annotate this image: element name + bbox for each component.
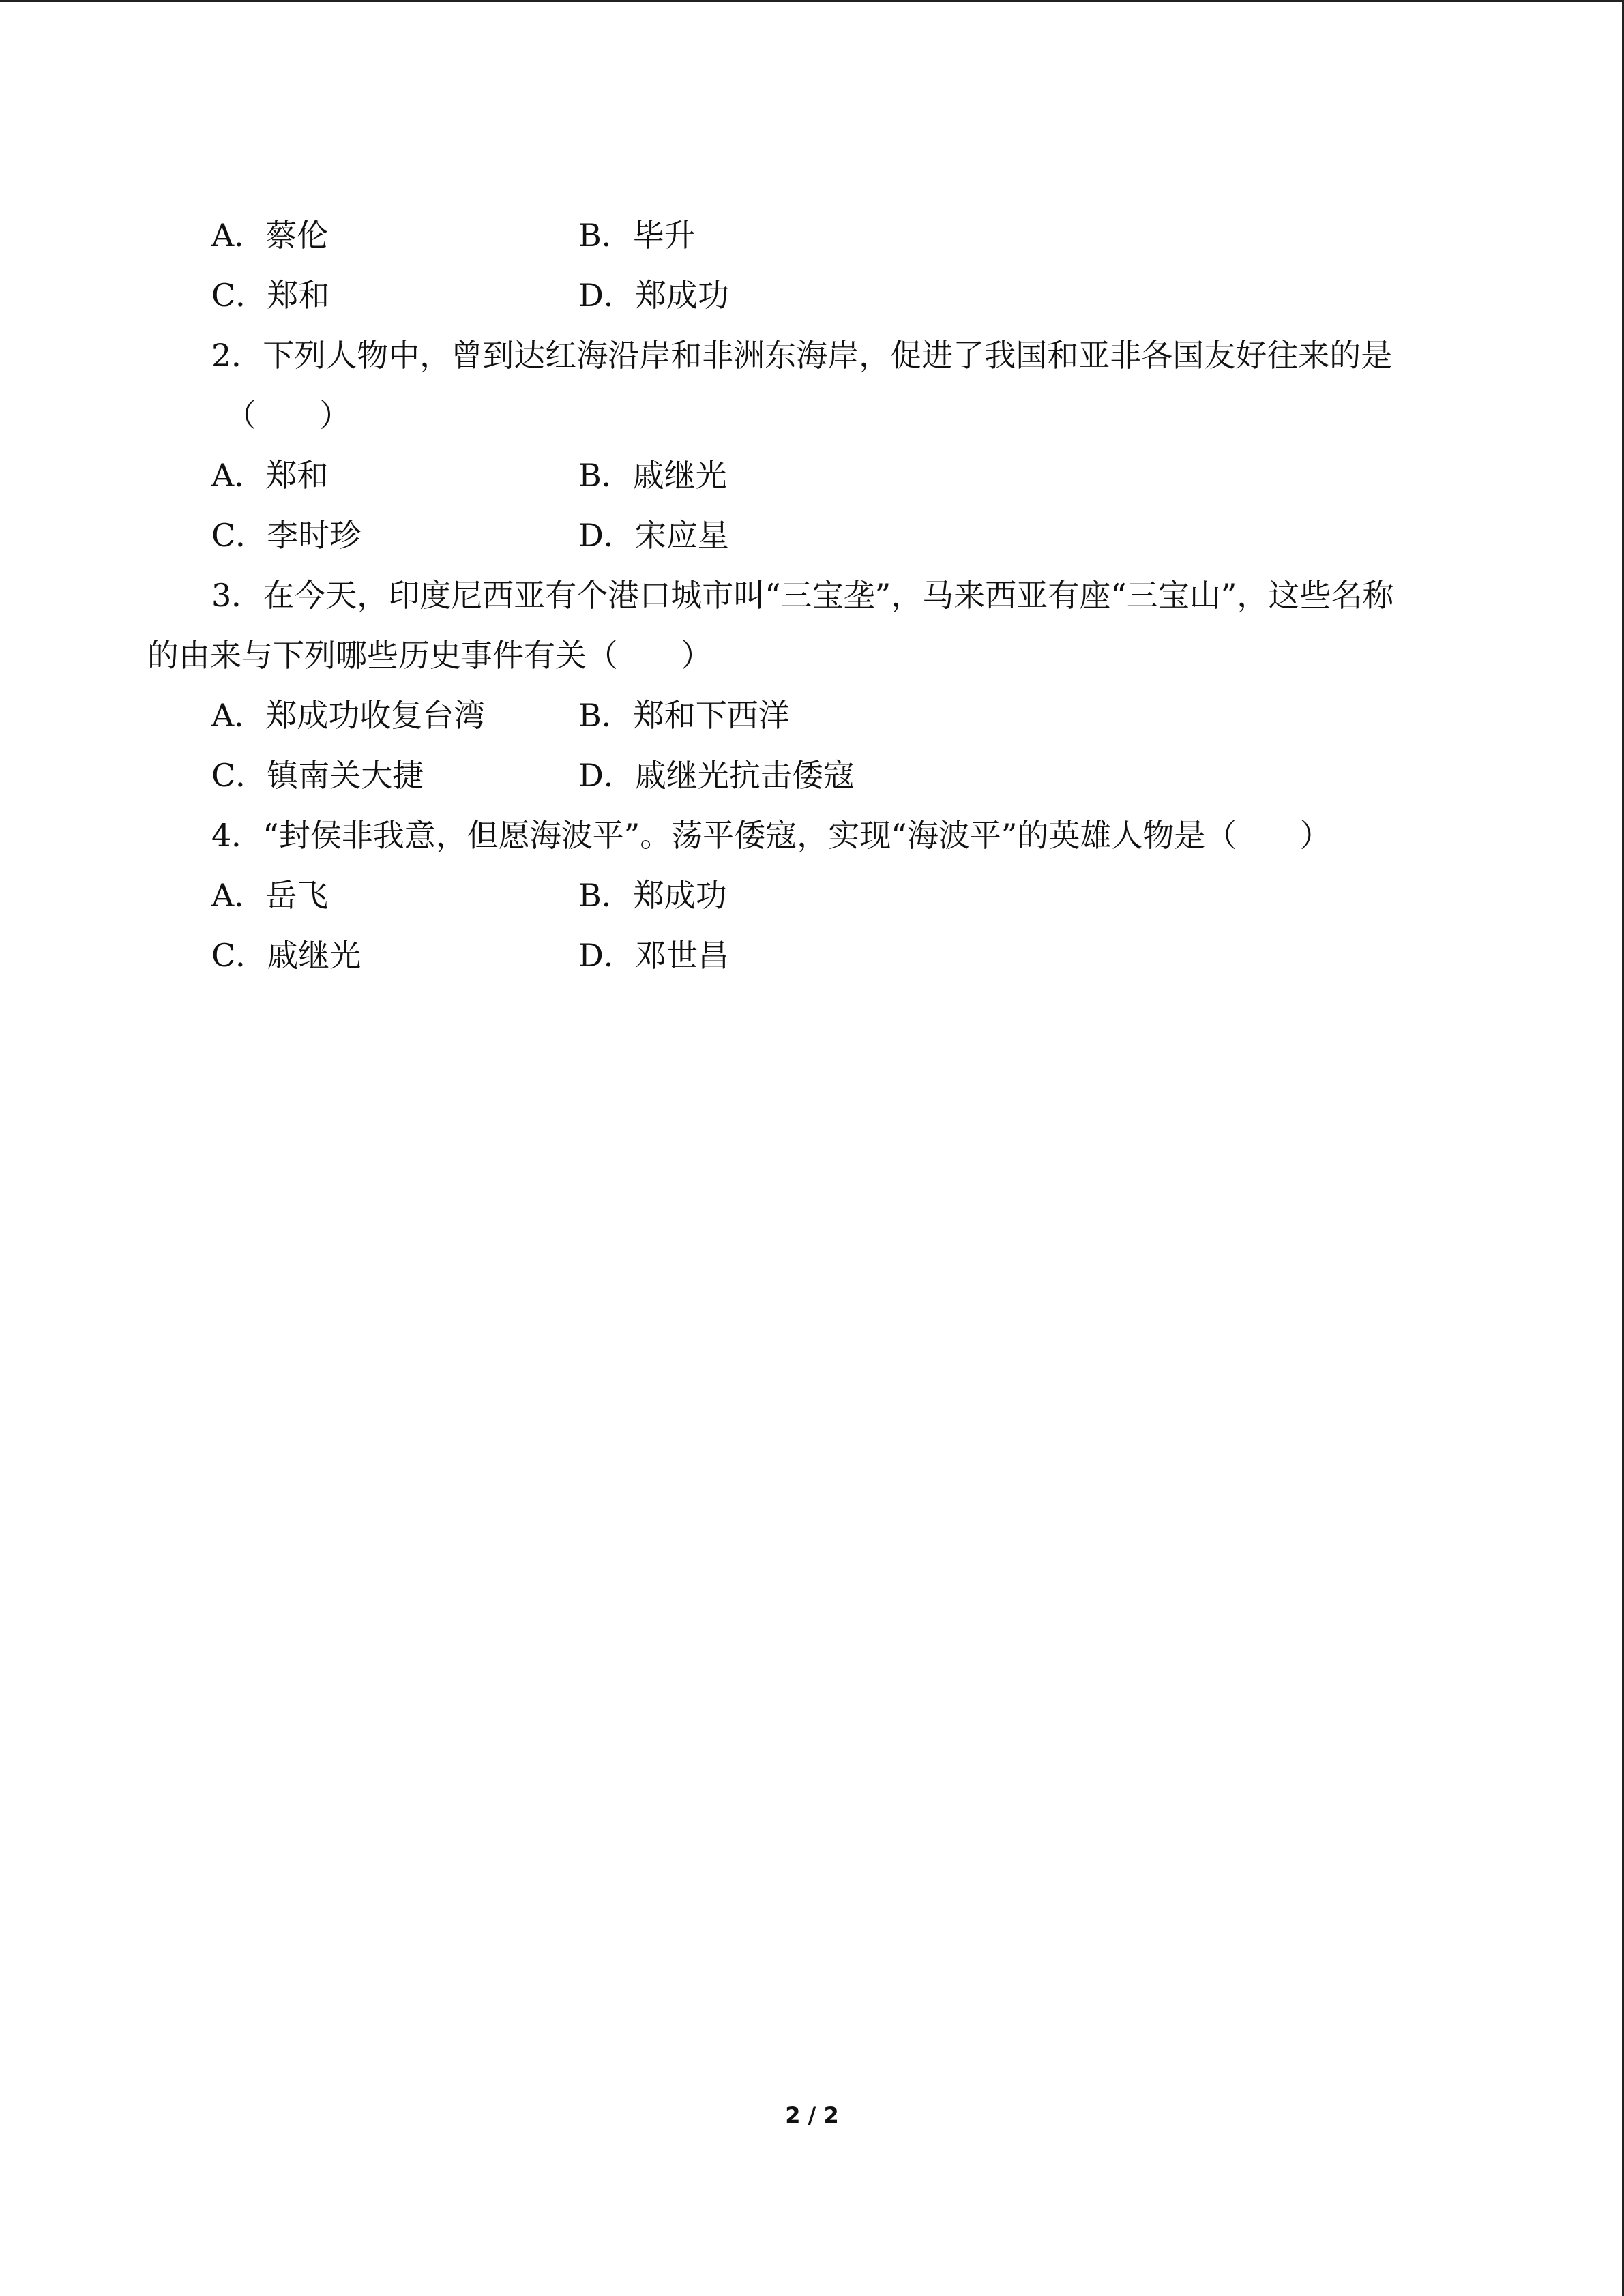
q1-option-a: A．蔡伦 [211,217,329,254]
q2-stem-line2: （ ） [225,397,351,434]
q4-option-d: D．邓世昌 [578,937,729,974]
q4-stem-line1: 4．“封侯非我意，但愿海波平”。荡平倭寇，实现“海波平”的英雄人物是（ ） [211,817,1331,854]
q4-option-a: A．岳飞 [211,877,329,914]
q1-option-c: C．郑和 [211,277,330,314]
q2-option-a: A．郑和 [211,457,329,494]
q3-option-b: B．郑和下西洋 [578,697,790,734]
q2-option-c: C．李时珍 [211,517,361,554]
q3-option-c: C．镇南关大捷 [211,757,424,794]
q3-option-d: D．戚继光抗击倭寇 [578,757,855,794]
q4-option-c: C．戚继光 [211,937,361,974]
q2-stem-line1: 2．下列人物中，曾到达红海沿岸和非洲东海岸，促进了我国和亚非各国友好往来的是 [211,337,1393,374]
page-number: 2 / 2 [785,2102,839,2128]
q1-option-b: B．毕升 [578,217,696,254]
q2-option-b: B．戚继光 [578,457,727,494]
q2-option-d: D．宋应星 [578,517,729,554]
q3-stem-line2: 的由来与下列哪些历史事件有关（ ） [147,637,712,674]
q3-stem-line1: 3．在今天，印度尼西亚有个港口城市叫“三宝垄”，马来西亚有座“三宝山”，这些名称 [211,577,1394,614]
q4-option-b: B．郑成功 [578,877,727,914]
q1-option-d: D．郑成功 [578,277,729,314]
page-top-border [0,0,1624,2]
q3-option-a: A．郑成功收复台湾 [211,697,486,734]
